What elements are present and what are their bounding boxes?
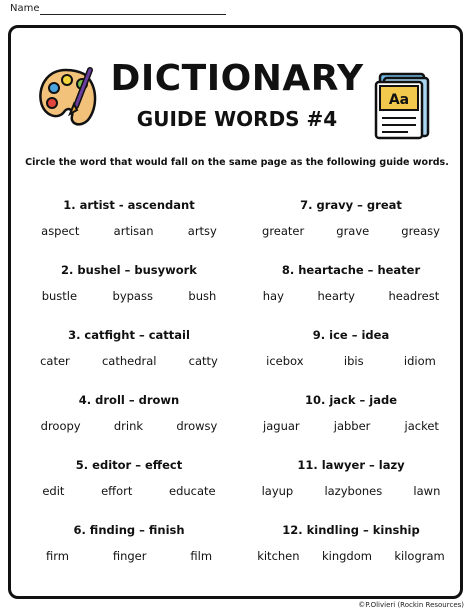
choice-word[interactable]: artsy	[187, 224, 217, 238]
page-subtitle: GUIDE WORDS #4	[136, 107, 338, 131]
choice-row	[24, 354, 234, 368]
question-5	[24, 458, 234, 523]
choice-row	[24, 484, 234, 498]
guide-words: 8. heartache – heater	[281, 263, 421, 277]
question-8	[246, 263, 456, 328]
guide-words: 1. artist - ascendant	[63, 198, 195, 212]
choice-word[interactable]: aspect	[41, 224, 80, 238]
choice-word[interactable]: lazybones	[324, 484, 383, 498]
choice-word[interactable]: drowsy	[176, 419, 218, 433]
guide-words: 4. droll – drown	[78, 393, 180, 407]
guide-words: 3. catfight – cattail	[68, 328, 190, 342]
name-label: Name	[10, 3, 40, 14]
instructions: Circle the word that would fall on the same page as the following guide words.	[25, 157, 449, 168]
choice-row	[24, 224, 234, 238]
choice-row	[24, 419, 234, 433]
choice-row	[246, 354, 456, 368]
page-title: DICTIONARY	[110, 58, 364, 99]
choice-word[interactable]: hearty	[317, 289, 355, 303]
choice-word[interactable]: icebox	[266, 354, 304, 368]
choice-word[interactable]: kitchen	[257, 549, 300, 563]
choice-row	[246, 419, 456, 433]
choice-word[interactable]: layup	[261, 484, 294, 498]
choice-word[interactable]: finger	[112, 549, 147, 563]
choice-word[interactable]: firm	[45, 549, 69, 563]
guide-words: 9. ice – idea	[312, 328, 390, 342]
copyright-footer: ©P.Olivieri (Rockin Resources)	[358, 601, 464, 609]
choice-word[interactable]: bustle	[41, 289, 78, 303]
left-column	[24, 198, 234, 588]
choice-word[interactable]: edit	[42, 484, 65, 498]
choice-word[interactable]: greasy	[401, 224, 440, 238]
choice-word[interactable]: educate	[169, 484, 216, 498]
choice-word[interactable]: jaguar	[263, 419, 300, 433]
book-label-text: Aa	[388, 92, 410, 108]
choice-word[interactable]: cater	[40, 354, 70, 368]
choice-word[interactable]: artisan	[113, 224, 154, 238]
question-11	[246, 458, 456, 523]
choice-word[interactable]: droopy	[40, 419, 81, 433]
guide-words: 2. bushel – busywork	[61, 263, 197, 277]
question-4	[24, 393, 234, 458]
guide-words: 7. gravy – great	[300, 198, 402, 212]
choice-word[interactable]: film	[190, 549, 213, 563]
choice-word[interactable]: bypass	[112, 289, 153, 303]
question-1	[24, 198, 234, 263]
choice-word[interactable]: effort	[101, 484, 133, 498]
question-6	[24, 523, 234, 588]
guide-words: 10. jack – jade	[304, 393, 398, 407]
guide-words: 12. kindling – kinship	[282, 523, 420, 537]
choice-row	[24, 549, 234, 563]
question-2	[24, 263, 234, 328]
choice-word[interactable]: kingdom	[321, 549, 372, 563]
question-10	[246, 393, 456, 458]
question-9	[246, 328, 456, 393]
choice-word[interactable]: headrest	[388, 289, 440, 303]
question-3	[24, 328, 234, 393]
choice-row	[246, 289, 456, 303]
guide-words: 11. lawyer – lazy	[297, 458, 405, 472]
question-7	[246, 198, 456, 263]
choice-word[interactable]: jabber	[333, 419, 371, 433]
choice-word[interactable]: jacket	[404, 419, 439, 433]
choice-word[interactable]: greater	[262, 224, 305, 238]
choice-word[interactable]: ibis	[343, 354, 364, 368]
choice-row	[246, 549, 456, 563]
choice-word[interactable]: grave	[336, 224, 370, 238]
choice-row	[246, 224, 456, 238]
right-column	[246, 198, 456, 588]
choice-word[interactable]: catty	[188, 354, 218, 368]
guide-words: 6. finding – finish	[73, 523, 185, 537]
choice-word[interactable]: bush	[188, 289, 217, 303]
choice-word[interactable]: hay	[262, 289, 284, 303]
name-line[interactable]	[40, 14, 226, 15]
choice-row	[246, 484, 456, 498]
choice-word[interactable]: drink	[113, 419, 144, 433]
guide-words: 5. editor – effect	[75, 458, 183, 472]
choice-word[interactable]: cathedral	[101, 354, 157, 368]
choice-word[interactable]: idiom	[403, 354, 436, 368]
choice-word[interactable]: kilogram	[394, 549, 445, 563]
choice-word[interactable]: lawn	[413, 484, 441, 498]
question-12	[246, 523, 456, 588]
choice-row	[24, 289, 234, 303]
